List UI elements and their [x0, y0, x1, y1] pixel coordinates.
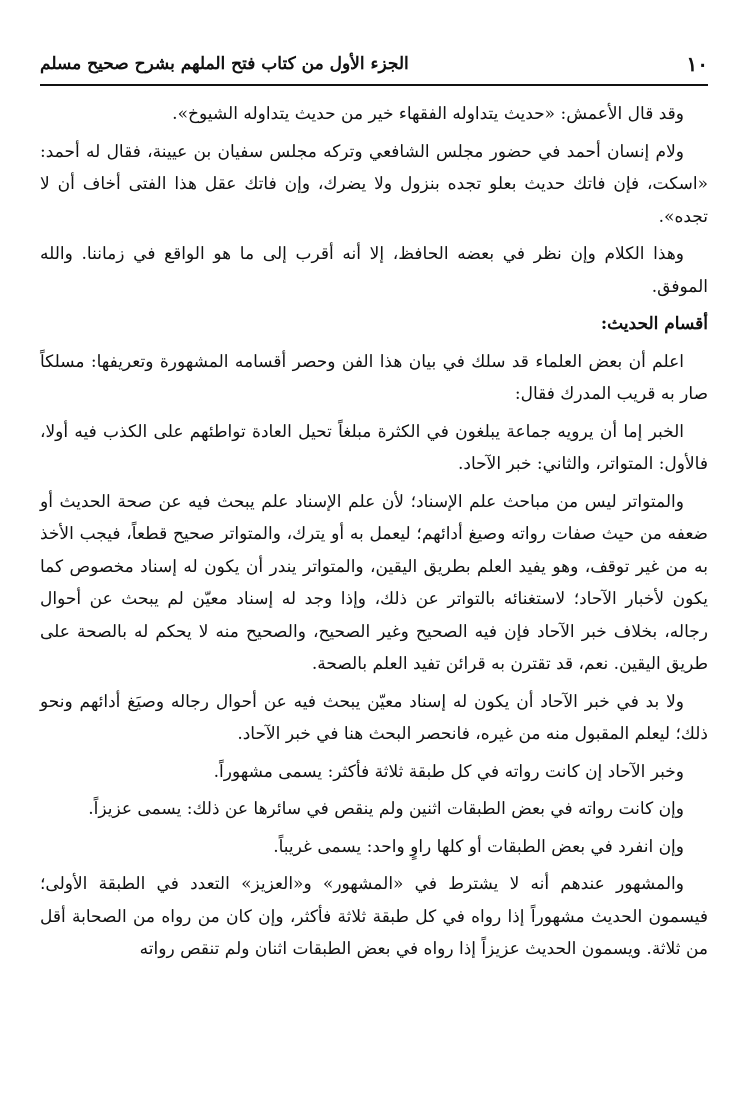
- section-heading: أقسام الحديث:: [600, 314, 708, 334]
- paragraph-gharib: وإن انفرد في بعض الطبقات أو كلها راوٍ واحد: يسمى غريباً.: [273, 836, 684, 857]
- paragraph-khabar-division: الخبر إما أن يرويه جماعة يبلغون في الكثرة مبلغاً تحيل العادة تواطئهم على الكذب فيه أولا، فالأول: المتواتر، والثاني: خبر الآحاد.: [40, 421, 708, 474]
- paragraph-aziz: وإن كانت رواته في بعض الطبقات اثنين ولم ينقص في سائرها عن ذلك: يسمى عزيزاً.: [88, 799, 684, 819]
- running-title: الجزء الأول من كتاب فتح الملهم بشرح صحيح مسلم: [40, 54, 409, 74]
- paragraph-amash-quote: وقد قال الأعمش: «حديث يتداوله الفقهاء خير من حديث يتداوله الشيوخ».: [172, 104, 684, 124]
- paragraph-mutawatir: والمتواتر ليس من مباحث علم الإسناد؛ لأن علم الإسناد علم يبحث فيه عن صحة الحديث أو ضعفه من حيث صفات رواته وصيغ أدائهم؛ ليعمل به أو يترك، والمتواتر صحيح قطعاً، فيجب الأخذ به من غير توقف، وهو يفيد العلم بطريق اليقين، والمتواتر يندر أن يكون له إسناد مخصوص كما يكون لأخبار الآحاد؛ لاستغنائه بالتواتر عن ذلك، وإذا وجد له إسناد معيّن لم يبحث عن أحوال رجاله، بخلاف خبر الآحاد فإن فيه الصحيح وغير الصحيح، والصحيح منه لا يحكم له بالصحة على طريق اليقين. نعم، قد تقترن به قرائن تفيد العلم بالصحة.: [40, 491, 708, 674]
- page-body: [40, 98, 708, 971]
- paragraph-intro: اعلم أن بعض العلماء قد سلك في بيان هذا الفن وحصر أقسامه المشهورة وتعريفها: مسلكاً صار به قريب المدرك فقال:: [40, 351, 708, 404]
- paragraph-hafiz-comment: وهذا الكلام وإن نظر في بعضه الحافظ، إلا أنه أقرب إلى ما هو الواقع في زماننا. والله الموفق.: [40, 244, 708, 297]
- paragraph-ahmad-story: ولام إنسان أحمد في حضور مجلس الشافعي وتركه مجلس سفيان بن عيينة، فقال له أحمد: «اسكت، فإن فاتك حديث بعلو تجده بنزول ولا يضرك، وإن فاتك عقل هذا الفتى أخاف أن لا تجده».: [40, 141, 708, 227]
- page-number: ١٠: [686, 52, 708, 76]
- page-header: [40, 52, 708, 86]
- paragraph-ahad-isnad: ولا بد في خبر الآحاد أن يكون له إسناد معيّن يبحث فيه عن أحوال رجاله وصيَغ أدائهم ونحو ذلك؛ ليعلم المقبول منه من غيره، فانحصر البحث هنا في خبر الآحاد.: [40, 691, 708, 744]
- paragraph-mashhur: وخبر الآحاد إن كانت رواته في كل طبقة ثلاثة فأكثر: يسمى مشهوراً.: [213, 761, 684, 782]
- paragraph-mashhur-condition: والمشهور عندهم أنه لا يشترط في «المشهور» و«العزيز» التعدد في الطبقة الأولى؛ فيسمون الحديث مشهوراً إذا رواه في كل طبقة ثلاثة فأكثر، وإن كان من رواه من الصحابة أقل من ثلاثة. ويسمون الحديث عزيزاً إذا رواه في بعض الطبقات اثنان ولم تنقص رواته: [40, 874, 708, 959]
